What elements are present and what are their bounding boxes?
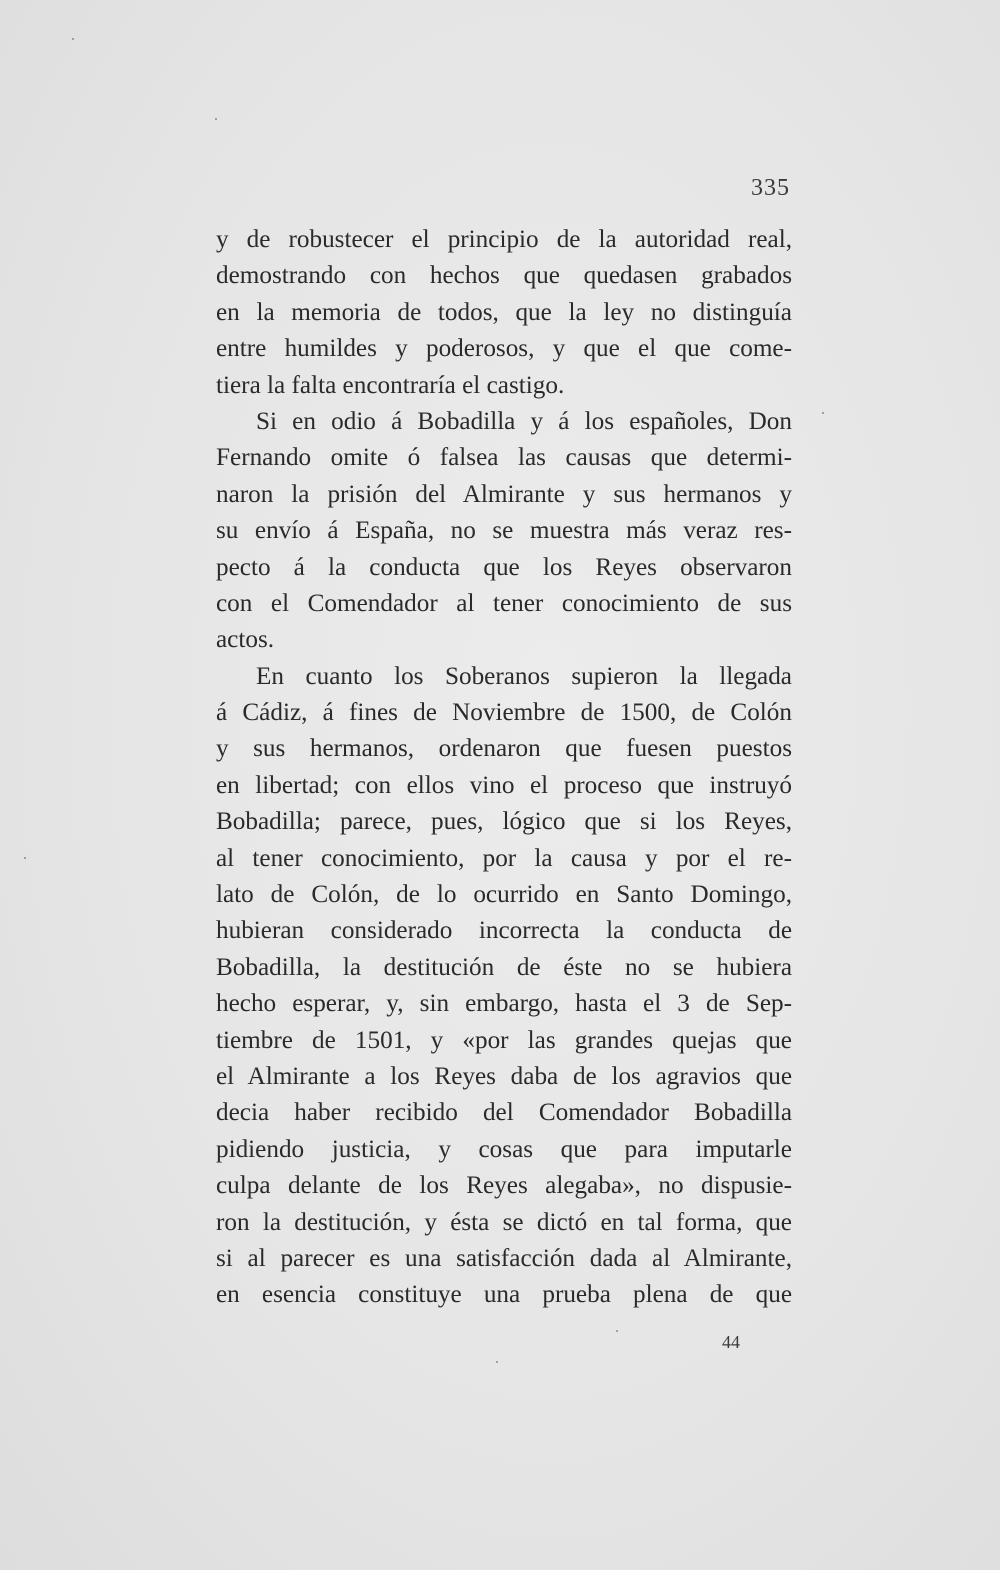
text-line: con el Comendador al tener conocimiento de sus (216, 589, 792, 617)
paper-speck (24, 857, 26, 859)
text-line: entre humildes y poderosos, y que el que come- (216, 335, 792, 363)
paragraph-start-line: Si en odio á Bobadilla y á los españoles, Don (256, 407, 792, 435)
text-line: ron la destitución, y ésta se dictó en tal forma, que (216, 1208, 792, 1236)
text-line: pidiendo justicia, y cosas que para imputarle (216, 1135, 792, 1163)
text-line: hecho esperar, y, sin embargo, hasta el 3 de Sep- (216, 990, 792, 1018)
text-line: en libertad; con ellos vino el proceso que instruyó (216, 771, 792, 799)
text-line: actos. (216, 626, 275, 654)
text-line: pecto á la conducta que los Reyes observaron (216, 553, 792, 581)
text-line: demostrando con hechos que quedasen grabados (216, 262, 792, 290)
text-line: al tener conocimiento, por la causa y por el re- (216, 844, 792, 872)
paper-speck (822, 412, 824, 414)
text-line: Bobadilla; parece, pues, lógico que si los Reyes, (216, 808, 792, 836)
text-line: su envío á España, no se muestra más veraz res- (216, 517, 792, 545)
text-line: el Almirante a los Reyes daba de los agravios que (216, 1062, 792, 1090)
paper-speck (72, 38, 74, 40)
text-line: Bobadilla, la destitución de éste no se hubiera (216, 953, 792, 981)
page-number: 335 (751, 175, 790, 201)
text-line: á Cádiz, á fines de Noviembre de 1500, de Colón (216, 699, 792, 727)
text-line: en esencia constituye una prueba plena de que (216, 1281, 792, 1309)
paper-speck (496, 1361, 498, 1363)
text-line: Fernando omite ó falsea las causas que determi- (216, 444, 792, 472)
text-line: en la memoria de todos, que la ley no distinguía (216, 298, 792, 326)
text-line: y sus hermanos, ordenaron que fuesen puestos (216, 735, 792, 763)
text-line: decia haber recibido del Comendador Bobadilla (216, 1099, 792, 1127)
paper-speck (616, 1330, 618, 1332)
signature-mark: 44 (722, 1332, 740, 1352)
text-line: tiembre de 1501, y «por las grandes quejas que (216, 1026, 792, 1054)
text-line: naron la prisión del Almirante y sus hermanos y (216, 480, 792, 508)
text-line: hubieran considerado incorrecta la conducta de (216, 917, 792, 945)
text-line: lato de Colón, de lo ocurrido en Santo Domingo, (216, 881, 792, 909)
text-line: culpa delante de los Reyes alegaba», no dispusie- (216, 1172, 792, 1200)
text-line: si al parecer es una satisfacción dada al Almirante, (216, 1244, 792, 1272)
paragraph-start-line: En cuanto los Soberanos supieron la llegada (256, 662, 792, 690)
body-text (216, 222, 792, 1314)
text-line: tiera la falta encontraría el castigo. (216, 371, 565, 399)
paper-speck (215, 118, 217, 120)
text-line: y de robustecer el principio de la autoridad real, (216, 226, 792, 253)
